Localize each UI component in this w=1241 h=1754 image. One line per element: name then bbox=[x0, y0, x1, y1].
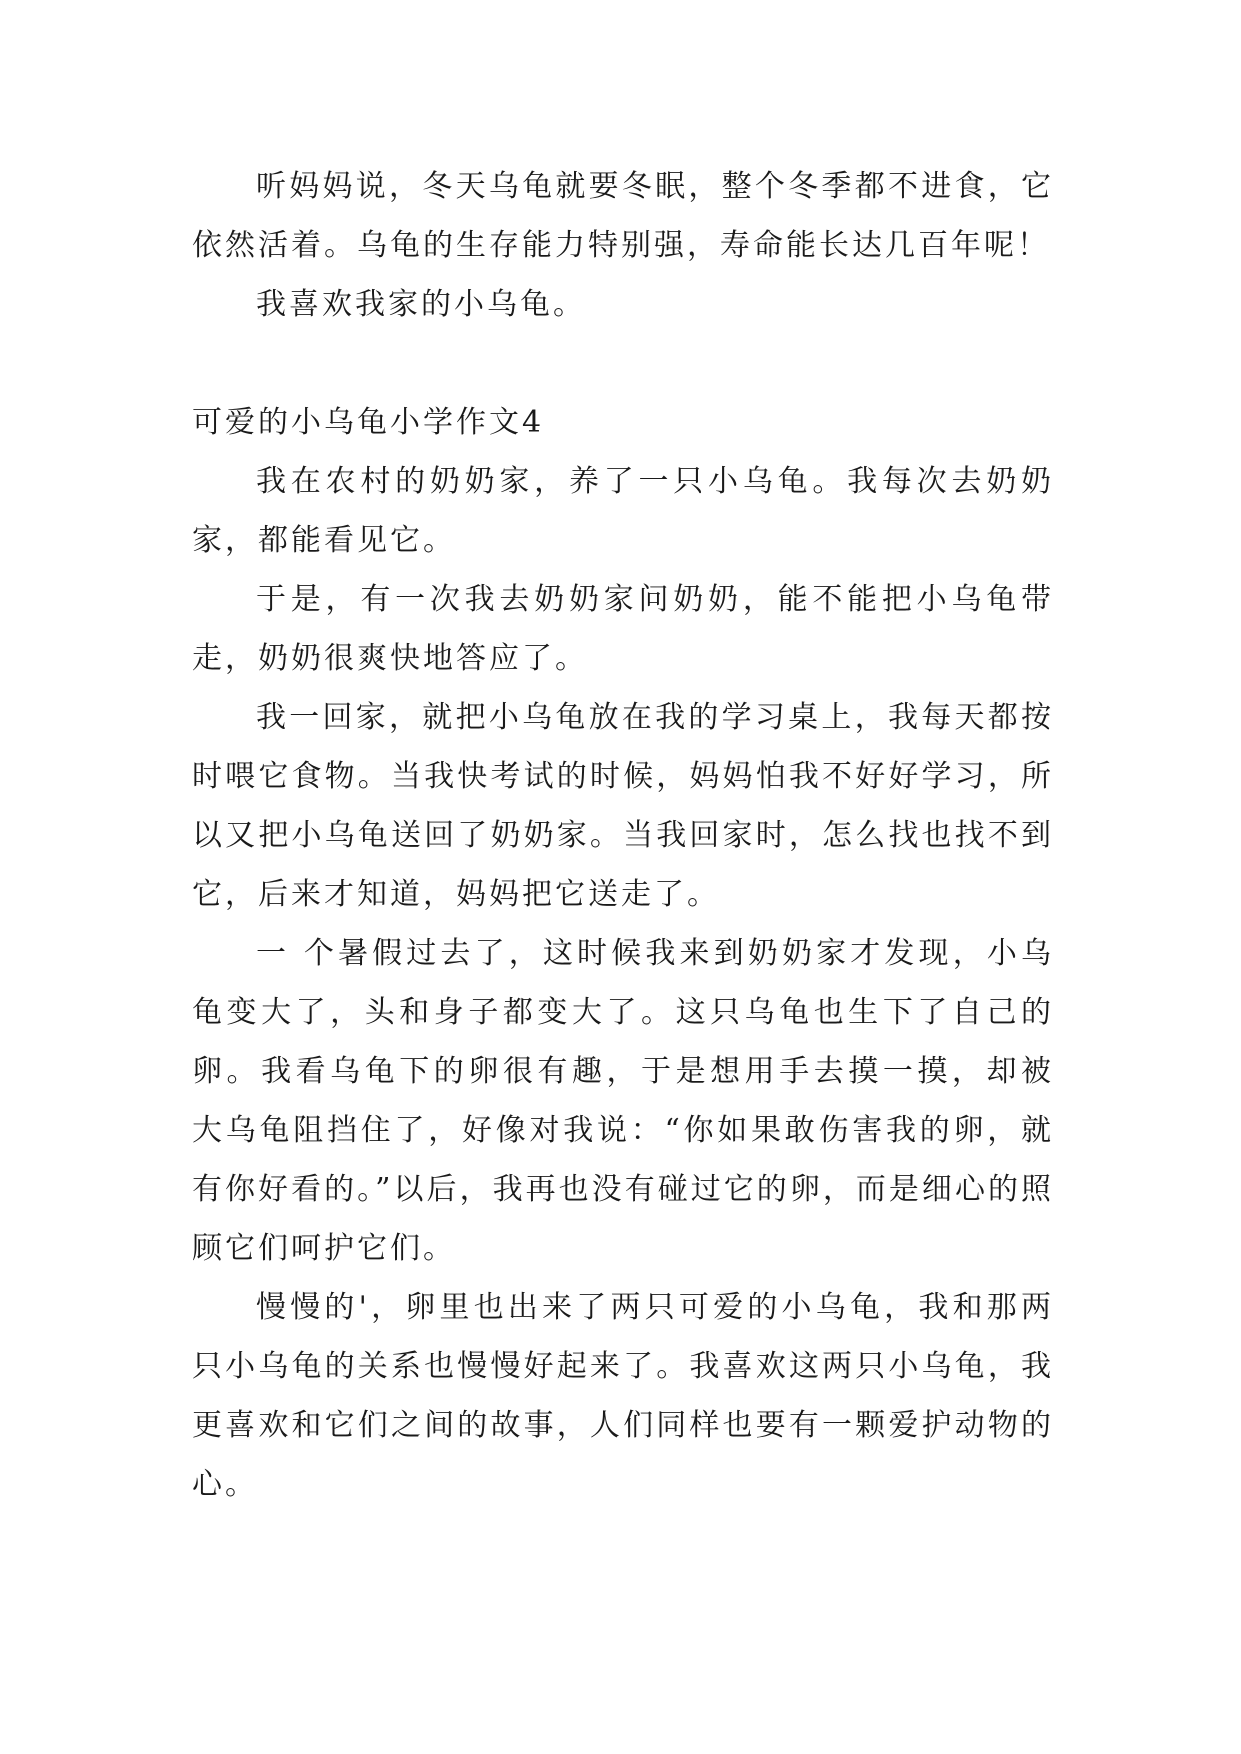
paragraph-closing: 我喜欢我家的小乌龟。 bbox=[256, 287, 586, 322]
paragraph-4: 一 个暑假过去了，这时候我来到奶奶家才发现，小乌龟变大了，头和身子都变大了。这只乌龟也生下了自己的卵。我看乌龟下的卵很有趣，于是想用手去摸一摸，却被 大乌龟阻挡住了，好像对我说：“你如果敢伤害我的卵，就有你好看的。”以后，我再也没有碰过它的卵，而是细心的照顾它们呵护它们。 bbox=[192, 936, 1054, 1266]
essay-4 bbox=[192, 393, 1054, 1514]
paragraph-2: 于是，有一次我去奶奶家问奶奶，能不能把小乌龟带走，奶奶很爽快地答应了。 bbox=[192, 582, 1054, 676]
essay-continuation bbox=[192, 157, 1054, 334]
paragraph-1: 我在农村的奶奶家，养了一只小乌龟。我每次去奶奶家，都能看见它。 bbox=[192, 464, 1054, 558]
essay-title: 可爱的小乌龟小学作文4 bbox=[192, 405, 545, 440]
paragraph-hibernation: 听妈妈说，冬天乌龟就要冬眠，整个冬季都不进食，它依然活着。乌龟的生存能力特别强，寿命能长达几百年呢！ bbox=[192, 169, 1054, 263]
paragraph-3: 我一回家，就把小乌龟放在我的学习桌上，我每天都按时喂它食物。当我快考试的时候，妈妈怕我不好好学习，所以又把小乌龟送回了奶奶家。当我回家时，怎么找也找不到它，后来才知道，妈妈把它送走了。 bbox=[192, 700, 1054, 912]
paragraph-5: 慢慢的'，卵里也出来了两只可爱的小乌龟，我和那两只小乌龟的关系也慢慢好起来了。我喜欢这两只小乌龟，我更喜欢和它们之间的故事，人们同样也要有一颗爱护动物的心。 bbox=[192, 1290, 1054, 1502]
